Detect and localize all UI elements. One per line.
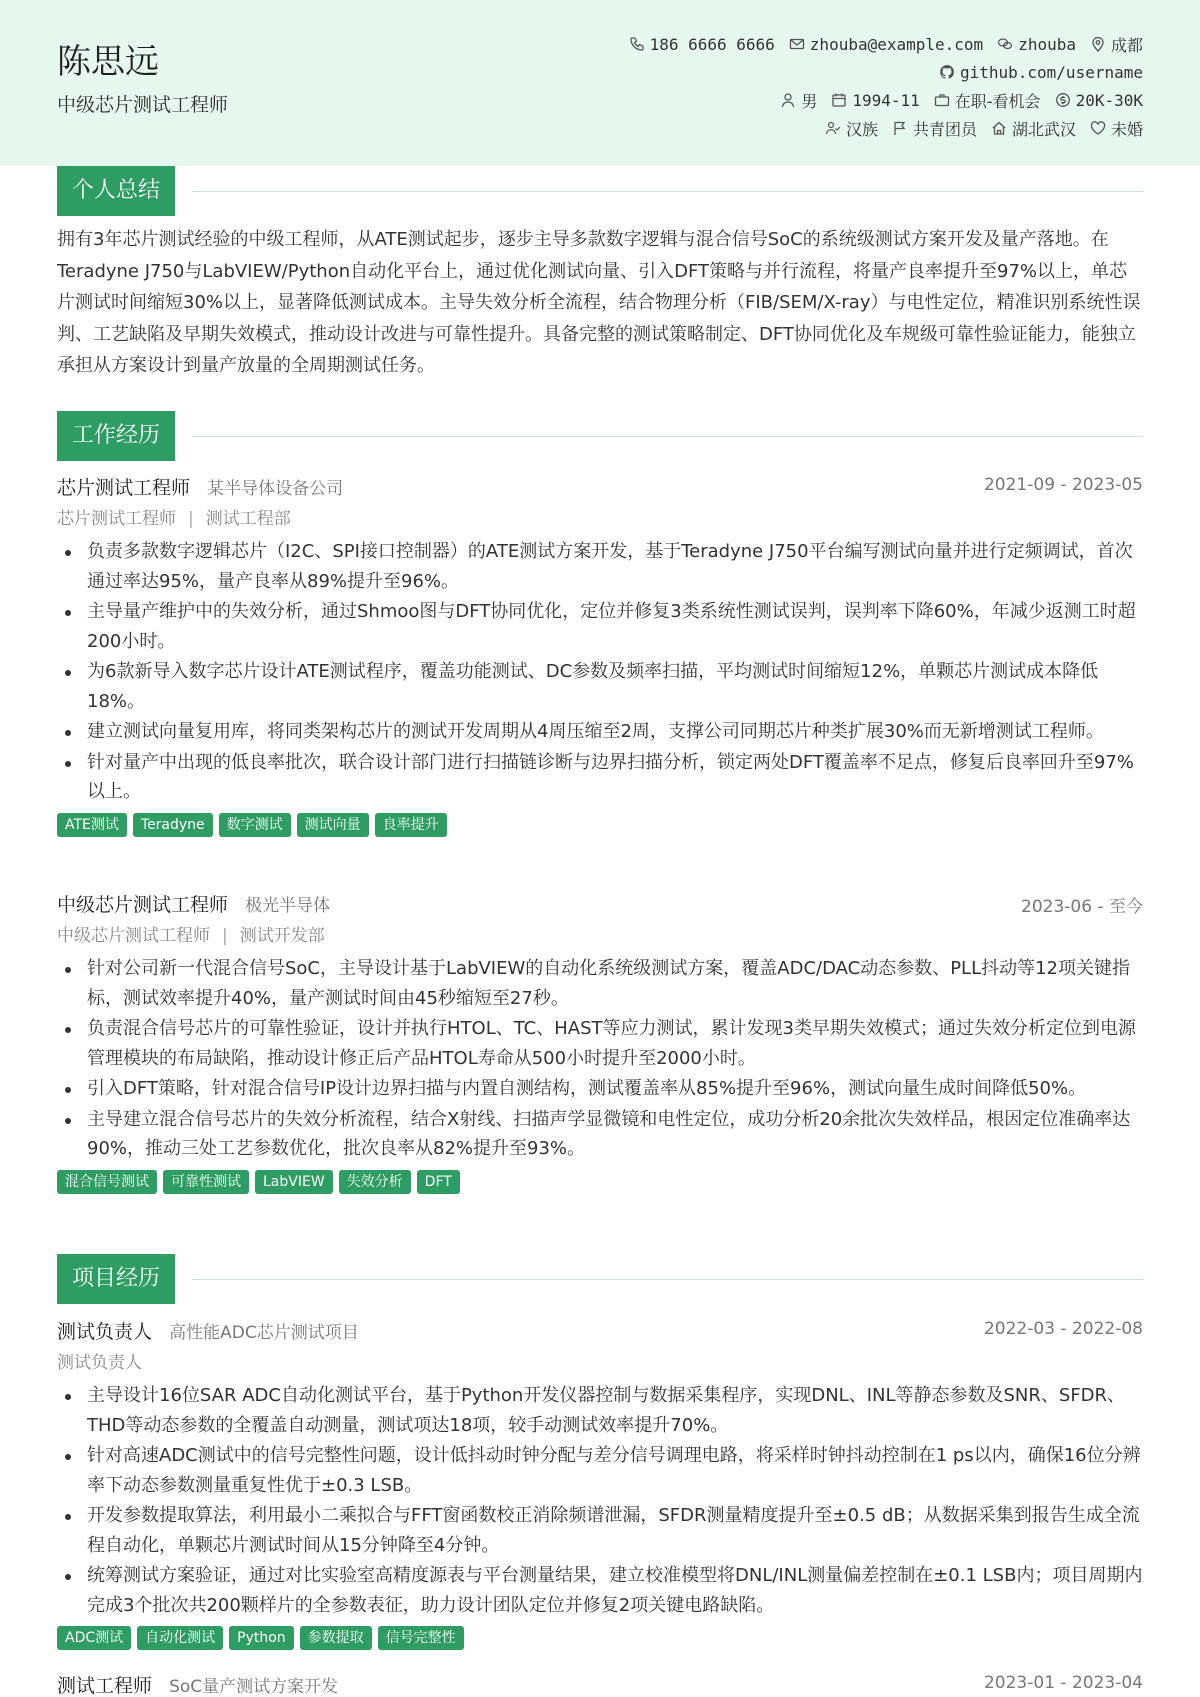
contact-info xyxy=(423,30,1143,142)
skill-tag: 失效分析 xyxy=(339,1170,411,1194)
marital-text: 未婚 xyxy=(1110,119,1143,139)
entry-role: 芯片测试工程师 xyxy=(57,477,191,499)
section-divider xyxy=(192,436,1143,437)
entry-subtitle: 中级芯片测试工程师 | 测试开发部 xyxy=(57,926,325,946)
summary-text: 拥有3年芯片测试经验的中级工程师，从ATE测试起步，逐步主导多款数字逻辑与混合信号SoC的系统级测试方案开发及量产落地。在Teradyne J750与LabVIEW/Python自动化平台上，通过优化测试向量、引入DFT策略与并行流程，将量产良率提升至97%以上，单芯片测试时间缩短30%以上，显著降低测试成本。主导失效分析全流程，结合物理分析（FIB/SEM/X-ray）与电性定位，精准识别系统性误判、工艺缺陷及早期失效模式，推动设计改进与可靠性提升。具备完整的测试策略制定、DFT协同优化及车规级可靠性验证能力，能独立承担从方案设计到量产放量的全周期测试任务。 xyxy=(57,229,1141,376)
bullet-list xyxy=(57,537,1143,807)
bullet-item: 针对公司新一代混合信号SoC，主导设计基于LabVIEW的自动化系统级测试方案，覆盖ADC/DAC动态参数、PLL抖动等12项关键指标，测试效率提升40%，量产测试时间由45秒缩短至27秒。 xyxy=(57,954,1143,1013)
entry-date: 2023-01 - 2023-04 xyxy=(983,1673,1143,1693)
bullet-list xyxy=(57,1381,1143,1620)
status-text: 在职-看机会 xyxy=(954,91,1041,111)
section-header xyxy=(57,166,1143,216)
skill-tag: 信号完整性 xyxy=(378,1626,464,1650)
skill-tag: ADC测试 xyxy=(57,1626,131,1650)
contact-wechat[interactable] xyxy=(997,35,1076,54)
bullet-item: 统筹测试方案验证，通过对比实验室高精度源表与平台测量结果，建立校准模型将DNL/INL测量偏差控制在±0.1 LSB内；项目周期内完成3个批次共200颗样片的全参数表征，助力设计团队定位并修复2项关键电路缺陷。 xyxy=(57,1561,1143,1620)
salary-text: 20K-30K xyxy=(1075,90,1143,110)
contact-city xyxy=(1090,33,1143,56)
phone-text: 186 6666 6666 xyxy=(649,34,775,54)
bullet-item: 主导量产维护中的失效分析，通过Shmoo图与DFT协同优化，定位并修复3类系统性测试误判，误判率下降60%，年减少返测工时超200小时。 xyxy=(57,597,1143,656)
skill-tag: 混合信号测试 xyxy=(57,1170,157,1194)
wechat-text: zhouba xyxy=(1018,34,1076,54)
project-entry xyxy=(57,1317,1143,1650)
bullet-item: 主导设计16位SAR ADC自动化测试平台，基于Python开发仪器控制与数据采集程序，实现DNL、INL等静态参数及SNR、SFDR、THD等动态参数的全覆盖自动测量，测试项达18项，较手动测试效率提升70%。 xyxy=(57,1381,1143,1440)
skill-tag: 可靠性测试 xyxy=(163,1170,249,1194)
coin-icon xyxy=(1055,92,1071,108)
home-icon xyxy=(991,120,1007,136)
section-header xyxy=(57,411,1143,461)
skill-tag: Teradyne xyxy=(133,813,213,837)
section-header xyxy=(57,1254,1143,1304)
entry-department: 测试开发部 xyxy=(239,926,325,946)
wechat-icon xyxy=(997,36,1013,52)
political-text: 共青团员 xyxy=(912,119,977,139)
contact-status xyxy=(934,89,1041,112)
entry-position: 测试负责人 xyxy=(57,1353,142,1373)
entry-position: 芯片测试工程师 xyxy=(57,509,176,529)
flag-icon xyxy=(892,120,908,136)
city-text: 成都 xyxy=(1110,35,1143,55)
entry-role: 测试工程师 xyxy=(57,1675,153,1697)
project-entry xyxy=(57,1671,1143,1697)
bullet-item: 建立测试向量复用库，将同类架构芯片的测试开发周期从4周压缩至2周，支撑公司同期芯片种类扩展30%而无新增测试工程师。 xyxy=(57,717,1143,747)
skill-tag: 参数提取 xyxy=(300,1626,372,1650)
briefcase-icon xyxy=(934,92,950,108)
heart-icon xyxy=(1090,120,1106,136)
projects-section-header xyxy=(57,1254,1143,1304)
entry-subtitle xyxy=(57,1347,1143,1379)
skill-tag: DFT xyxy=(417,1170,460,1194)
ethnicity-text: 汉族 xyxy=(845,119,878,139)
skill-tag: 良率提升 xyxy=(375,813,447,837)
phone-icon xyxy=(629,36,645,52)
bullet-item: 引入DFT策略，针对混合信号IP设计边界扫描与内置自测结构，测试覆盖率从85%提升至96%，测试向量生成时间降低50%。 xyxy=(57,1074,1143,1104)
skill-tags xyxy=(57,1170,1143,1194)
candidate-title: 中级芯片测试工程师 xyxy=(57,94,229,116)
bullet-item: 为6款新导入数字芯片设计ATE测试程序，覆盖功能测试、DC参数及频率扫描，平均测试时间缩短12%，单颗芯片测试成本降低18%。 xyxy=(57,657,1143,716)
entry-department: 测试工程部 xyxy=(205,509,291,529)
entry-subtitle: 芯片测试工程师 | 测试工程部 xyxy=(57,509,291,529)
work-entry xyxy=(57,890,1143,1194)
bullet-item: 负责多款数字逻辑芯片（I2C、SPI接口控制器）的ATE测试方案开发，基于Teradyne J750平台编写测试向量并进行定频调试，首次通过率达95%，量产良率从89%提升至96%。 xyxy=(57,537,1143,596)
skill-tag: 测试向量 xyxy=(297,813,369,837)
contact-political xyxy=(892,117,977,140)
entry-date: 2021-09 - 2023-05 xyxy=(983,475,1143,495)
calendar-icon xyxy=(831,92,847,108)
contact-salary xyxy=(1055,91,1143,110)
skill-tag: 数字测试 xyxy=(219,813,291,837)
section-divider xyxy=(192,191,1143,192)
bullet-item: 开发参数提取算法，利用最小二乘拟合与FFT窗函数校正消除频谱泄漏，SFDR测量精度提升至±0.5 dB；从数据采集到报告生成全流程自动化，单颗芯片测试时间从15分钟降至4分钟。 xyxy=(57,1501,1143,1560)
contact-birth xyxy=(831,91,919,110)
contact-phone[interactable] xyxy=(629,35,775,54)
bullet-item: 负责混合信号芯片的可靠性验证，设计并执行HTOL、TC、HAST等应力测试，累计发现3类早期失效模式；通过失效分析定位到电源管理模块的布局缺陷，推动设计修正后产品HTOL寿命从500小时提升至2000小时。 xyxy=(57,1014,1143,1073)
resume-header xyxy=(0,0,1200,166)
contact-hometown xyxy=(991,117,1076,140)
user-icon xyxy=(780,92,796,108)
entry-role: 测试负责人 xyxy=(57,1321,153,1343)
people-icon xyxy=(825,120,841,136)
skill-tag: Python xyxy=(229,1626,294,1650)
entry-date: 2022-03 - 2022-08 xyxy=(983,1319,1143,1339)
candidate-name: 陈思远 xyxy=(57,42,159,82)
location-pin-icon xyxy=(1090,36,1106,52)
hometown-text: 湖北武汉 xyxy=(1011,119,1076,139)
entry-company: 极光半导体 xyxy=(245,896,331,916)
entry-date: 2023-06 - 至今 xyxy=(1021,897,1143,917)
bullet-list xyxy=(57,954,1143,1164)
skill-tag: LabVIEW xyxy=(255,1170,333,1194)
section-title-work: 工作经历 xyxy=(57,411,175,461)
bullet-item: 针对量产中出现的低良率批次，联合设计部门进行扫描链诊断与边界扫描分析，锁定两处DFT覆盖率不足点，修复后良率回升至97%以上。 xyxy=(57,748,1143,807)
entry-role: 中级芯片测试工程师 xyxy=(57,894,229,916)
entry-project-name: 高性能ADC芯片测试项目 xyxy=(169,1323,359,1343)
gender-text: 男 xyxy=(801,91,818,111)
skill-tags xyxy=(57,813,1143,837)
email-text: zhouba@example.com xyxy=(809,34,984,54)
entry-company: 某半导体设备公司 xyxy=(207,479,344,499)
entry-project-name: SoC量产测试方案开发 xyxy=(169,1677,339,1697)
contact-marital xyxy=(1090,117,1143,140)
contact-email[interactable] xyxy=(789,35,983,54)
section-title-projects: 项目经历 xyxy=(57,1254,175,1304)
section-title-summary: 个人总结 xyxy=(57,166,175,216)
skill-tags xyxy=(57,1626,1143,1650)
bullet-item: 主导建立混合信号芯片的失效分析流程，结合X射线、扫描声学显微镜和电性定位，成功分析20余批次失效样品，根因定位准确率达90%，推动三处工艺参数优化，批次良率从82%提升至93%。 xyxy=(57,1105,1143,1164)
github-icon xyxy=(939,64,955,80)
contact-ethnicity xyxy=(825,117,878,140)
bullet-item: 针对高速ADC测试中的信号完整性问题，设计低抖动时钟分配与差分信号调理电路，将采样时钟抖动控制在1 ps以内，确保16位分辨率下动态参数测量重复性优于±0.3 LSB。 xyxy=(57,1441,1143,1500)
skill-tag: 自动化测试 xyxy=(137,1626,223,1650)
github-text: github.com/username xyxy=(959,62,1143,82)
mail-icon xyxy=(789,36,805,52)
skill-tag: ATE测试 xyxy=(57,813,127,837)
birth-text: 1994-11 xyxy=(852,90,920,110)
work-entry xyxy=(57,473,1143,837)
work-section-header xyxy=(57,411,1143,461)
contact-github[interactable] xyxy=(939,63,1143,82)
contact-gender xyxy=(780,89,817,112)
entry-position: 中级芯片测试工程师 xyxy=(57,926,210,946)
summary-section xyxy=(57,166,1143,382)
section-divider xyxy=(192,1279,1143,1280)
